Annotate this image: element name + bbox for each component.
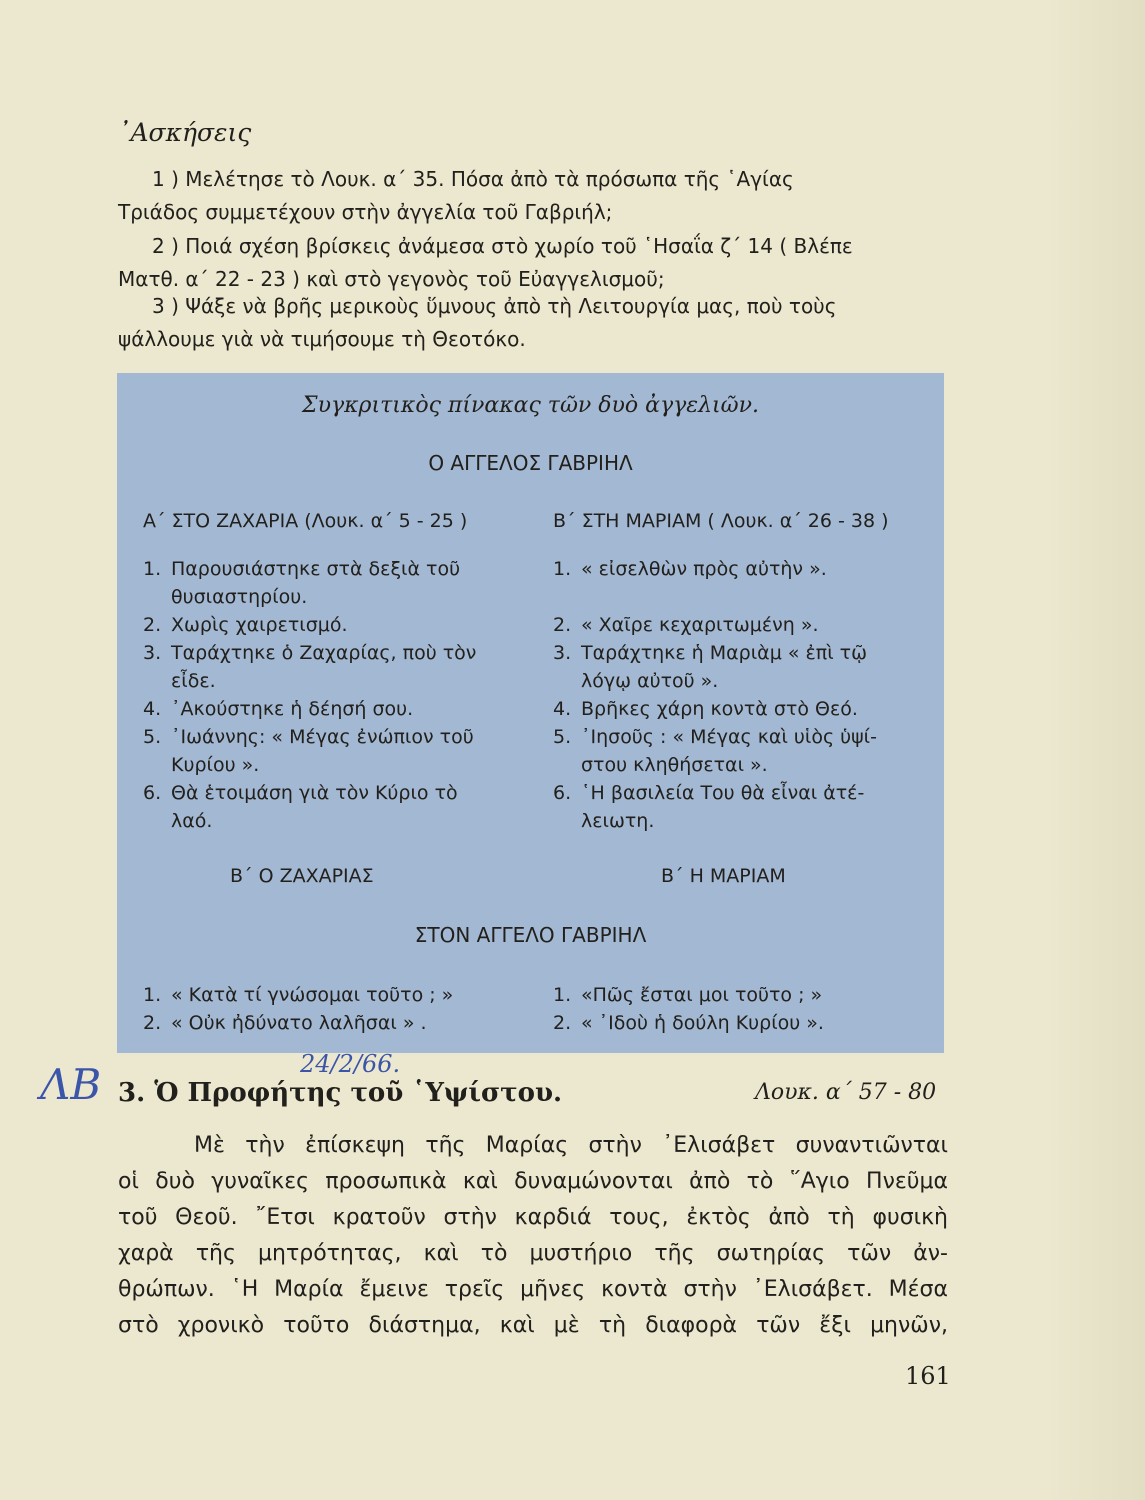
item-text: Βρῆκες χάρη κοντὰ στὸ Θεό. [581,698,858,720]
list-item [553,611,923,639]
table-subtitle: Ο ΑΓΓΕΛΟΣ ΓΑΒΡΙΗΛ [428,451,633,475]
item-text: Κυρίου ». [171,754,260,776]
list-item [553,555,923,583]
item-text: Χωρὶς χαιρετισμό. [171,614,348,636]
list-item [553,639,923,695]
item-text: στου κληθήσεται ». [581,754,768,776]
quote-item [143,981,453,1009]
list-item [553,695,923,723]
section-body [118,1128,948,1344]
item-text: ᾿Ιωάννης: « Μέγας ἐνώπιον τοῦ [171,726,474,748]
item-number: 3. [143,642,162,664]
right-column-header: Β΄ ΣΤΗ ΜΑΡΙΑΜ ( Λουκ. α΄ 26 - 38 ) [553,510,889,532]
body-line: Μὲ τὴν ἐπίσκεψη τῆς Μαρίας στὴν ᾿Ελισάβετ συναντιῶνται [194,1133,948,1158]
item-text: λαό. [171,810,213,832]
list-item [143,695,513,723]
right-sub-header: Β΄ Η ΜΑΡΙΑΜ [661,865,786,887]
comparison-table [117,373,944,1053]
item-number: 6. [553,782,572,804]
item-text: «Πῶς ἔσται μοι τοῦτο ; » [581,984,823,1006]
center-sub-header: ΣΤΟΝ ΑΓΓΕΛΟ ΓΑΒΡΙΗΛ [414,923,647,947]
item-number: 3. [553,642,572,664]
body-line: οἱ δυὸ γυναῖκες προσωπικὰ καὶ δυναμώνονται ἀπὸ τὸ ῞Αγιο Πνεῦμα [118,1169,948,1194]
item-text: ᾿Ακούστηκε ἡ δέησή σου. [171,698,414,720]
left-column-header: Α΄ ΣΤΟ ΖΑΧΑΡΙΑ (Λουκ. α΄ 5 - 25 ) [143,510,468,532]
list-item [553,779,923,835]
exercises-heading: ᾿Ασκήσεις [118,118,252,147]
item-text: « Κατὰ τί γνώσομαι τοῦτο ; » [171,984,454,1006]
list-item [143,723,513,779]
item-text: λόγῳ αὐτοῦ ». [581,670,719,692]
exercise-line: 2 ) Ποιά σχέση βρίσκεις ἀνάμεσα στὸ χωρίο τοῦ ῾Ησαΐα ζ΄ 14 ( Βλέπε [152,234,853,258]
exercise-3 [118,290,943,356]
left-sub-header: Β΄ Ο ΖΑΧΑΡΙΑΣ [230,865,374,887]
exercise-2 [118,230,943,296]
list-item [553,723,923,779]
item-text: Ταράχτηκε ὁ Ζαχαρίας, ποὺ τὸν [171,642,477,664]
item-number: 6. [143,782,162,804]
body-line: στὸ χρονικὸ τοῦτο διάστημα, καὶ μὲ τὴ διαφορὰ τῶν ἔξι μηνῶν, [118,1313,948,1338]
item-text: Παρουσιάστηκε στὰ δεξιὰ τοῦ [171,558,461,580]
exercise-line: 3 ) Ψάξε νὰ βρῆς μερικοὺς ὕμνους ἀπὸ τὴ Λειτουργία μας, ποὺ τοὺς [152,294,837,318]
item-number: 2. [553,1012,572,1034]
table-title: Συγκριτικὸς πίνακας τῶν δυὸ ἀγγελιῶν. [302,393,759,418]
item-text: « ᾿Ιδοὺ ἡ δούλη Κυρίου ». [581,1012,824,1034]
section-title: 3. Ὁ Προφήτης τοῦ ῾Υψίστου. [118,1078,563,1108]
item-number: 2. [143,614,162,636]
item-text: « Οὐκ ἠδύνατο λαλῆσαι » . [171,1012,427,1034]
item-number: 1. [553,984,572,1006]
exercise-line: Ματθ. α΄ 22 - 23 ) καὶ στὸ γεγονὸς τοῦ Εὐαγγελισμοῦ; [118,267,665,291]
handwritten-margin-note: ΛΒ [40,1060,102,1109]
page-number: 161 [905,1362,951,1390]
list-item [143,779,513,835]
item-text: θυσιαστηρίου. [171,586,308,608]
exercise-line: Τριάδος συμμετέχουν στὴν ἀγγελία τοῦ Γαβριήλ; [118,200,613,224]
item-text: « Χαῖρε κεχαριτωμένη ». [581,614,819,636]
item-number: 5. [143,726,162,748]
item-number: 4. [143,698,162,720]
item-number: 4. [553,698,572,720]
exercise-1 [118,163,943,229]
section-reference: Λουκ. α΄ 57 - 80 [755,1080,937,1105]
item-text: εἶδε. [171,670,216,692]
body-line: χαρὰ τῆς μητρότητας, καὶ τὸ μυστήριο τῆς σωτηρίας τῶν ἀν- [118,1241,948,1266]
quote-item [553,981,822,1009]
page-edge-shade [1045,0,1145,1500]
item-text: Ταράχτηκε ἡ Μαριὰμ « ἐπὶ τῷ [581,642,868,664]
item-text: ᾿Ιησοῦς : « Μέγας καὶ υἱὸς ὑψί- [581,726,877,748]
item-text: « εἰσελθὼν πρὸς αὐτὴν ». [581,558,827,580]
body-line: τοῦ Θεοῦ. ῎Ετσι κρατοῦν στὴν καρδιά τους, ἐκτὸς ἀπὸ τὴ φυσικὴ [118,1205,948,1230]
body-line: θρώπων. ῾Η Μαρία ἔμεινε τρεῖς μῆνες κοντὰ στὴν ᾿Ελισάβετ. Μέσα [118,1277,948,1302]
item-number: 2. [553,614,572,636]
list-item [143,611,513,639]
quote-item [143,1009,427,1037]
item-text: Θὰ ἑτοιμάση γιὰ τὸν Κύριο τὸ [171,782,458,804]
quote-item [553,1009,824,1037]
list-item [143,639,513,695]
item-number: 1. [143,558,162,580]
item-text: ῾Η βασιλεία Του θὰ εἶναι ἀτέ- [581,782,865,804]
item-number: 1. [143,984,162,1006]
handwritten-date: 24/2/66. [300,1050,401,1078]
item-number: 1. [553,558,572,580]
exercise-line: 1 ) Μελέτησε τὸ Λουκ. α΄ 35. Πόσα ἀπὸ τὰ πρόσωπα τῆς ῾Αγίας [152,167,794,191]
item-number: 5. [553,726,572,748]
item-number: 2. [143,1012,162,1034]
exercise-line: ψάλλουμε γιὰ νὰ τιμήσουμε τὴ Θεοτόκο. [118,327,526,351]
item-text: λειωτη. [581,810,655,832]
list-item [143,555,513,611]
